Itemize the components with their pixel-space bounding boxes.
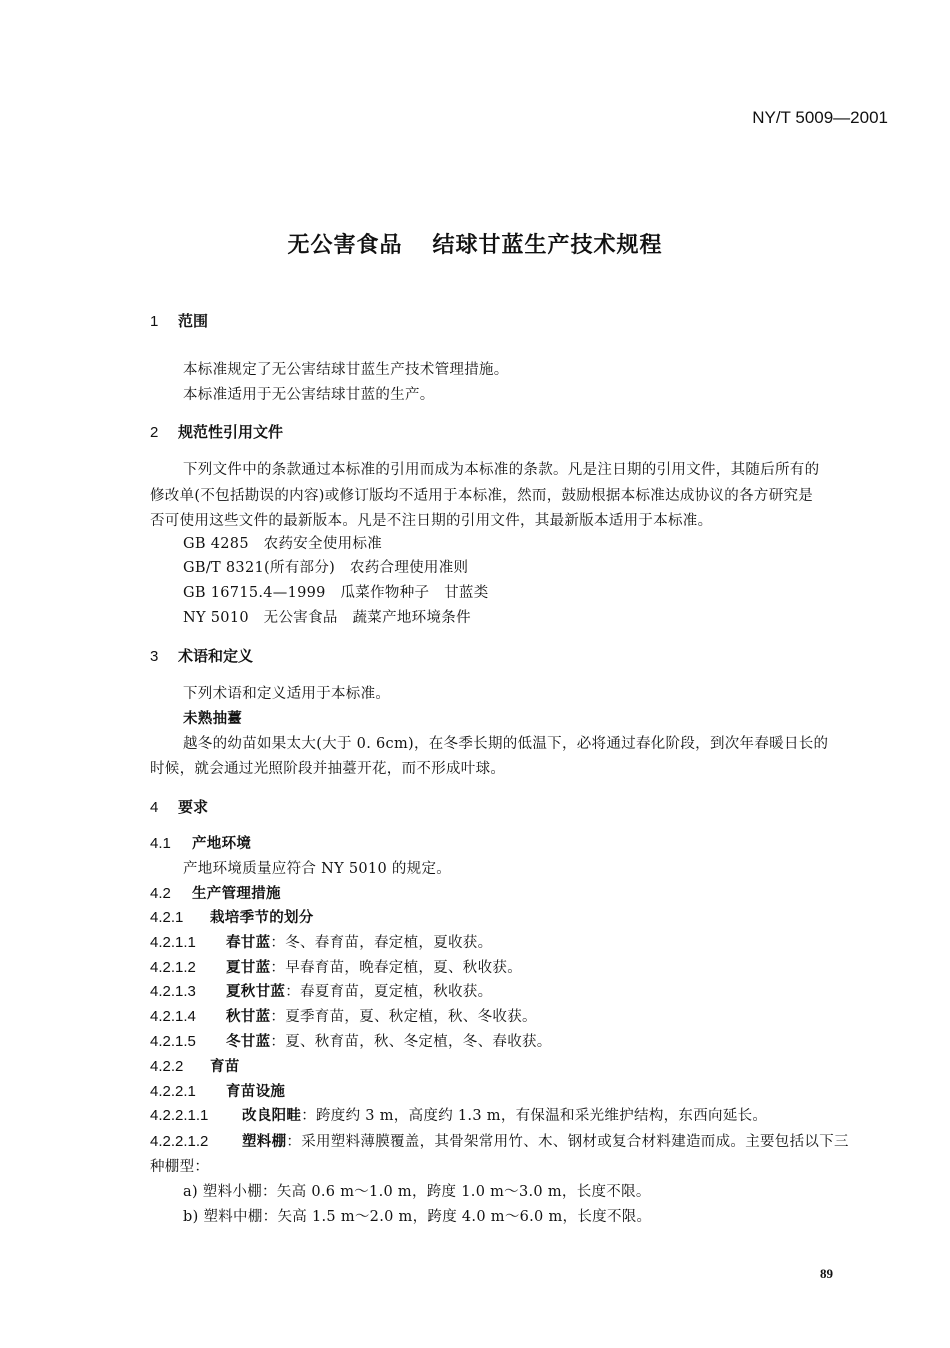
title-part-2: 结球甘蓝生产技术规程 bbox=[432, 233, 663, 258]
clause-text: ：跨度约 3 m，高度约 1.3 m，有保温和采光维护结构，东西向延长。 bbox=[301, 1108, 768, 1124]
subsection-number: 4.1 bbox=[150, 835, 171, 852]
subsection-4-2-2-1-heading bbox=[150, 1080, 285, 1101]
reference-item: GB/T 8321(所有部分) 农药合理使用准则 bbox=[183, 560, 469, 576]
paragraph: 本标准规定了无公害结球甘蓝生产技术管理措施。 bbox=[183, 362, 509, 378]
clause bbox=[150, 931, 492, 952]
title-part-1: 无公害食品 bbox=[287, 233, 403, 258]
paragraph: 产地环境质量应符合 NY 5010 的规定。 bbox=[183, 861, 452, 877]
clause-number: 4.2.1.4 bbox=[150, 1008, 196, 1025]
definition-line: 时候，就会通过光照阶段并抽薹开花，而不形成叶球。 bbox=[150, 761, 506, 777]
clause-text: ：早春育苗，晚春定植，夏、秋收获。 bbox=[270, 960, 523, 976]
subsection-number: 4.2.1 bbox=[150, 909, 184, 926]
clause-term: 冬甘蓝 bbox=[226, 1034, 271, 1050]
subsection-number: 4.2 bbox=[150, 885, 171, 902]
clause-text: ：春夏育苗，夏定植，秋收获。 bbox=[285, 984, 493, 1000]
subsection-title: 生产管理措施 bbox=[192, 886, 281, 902]
reference-item: NY 5010 无公害食品 蔬菜产地环境条件 bbox=[183, 610, 471, 626]
page-number: 89 bbox=[820, 1266, 833, 1281]
clause-term: 秋甘蓝 bbox=[226, 1009, 271, 1025]
section-3-heading bbox=[150, 645, 253, 666]
section-number: 2 bbox=[150, 424, 159, 441]
standard-number: NY/T 5009—2001 bbox=[752, 108, 888, 127]
reference-item: GB 4285 农药安全使用标准 bbox=[183, 536, 383, 552]
clause-term: 春甘蓝 bbox=[226, 935, 271, 951]
section-title: 术语和定义 bbox=[178, 647, 254, 665]
clause bbox=[150, 956, 522, 977]
section-4-heading bbox=[150, 796, 208, 817]
reference-item: GB 16715.4—1999 瓜菜作物种子 甘蓝类 bbox=[183, 585, 489, 601]
clause-text: ：夏、秋育苗，秋、冬定植，冬、春收获。 bbox=[270, 1034, 552, 1050]
clause bbox=[150, 1104, 767, 1125]
clause-term: 夏甘蓝 bbox=[226, 960, 271, 976]
subsection-number: 4.2.2 bbox=[150, 1058, 184, 1075]
clause-term: 夏秋甘蓝 bbox=[226, 984, 286, 1000]
subsection-title: 育苗 bbox=[210, 1059, 240, 1075]
subsection-4-2-2-heading bbox=[150, 1055, 240, 1076]
clause-text: ：冬、春育苗，春定植，夏收获。 bbox=[270, 935, 493, 951]
subsection-4-2-heading bbox=[150, 882, 281, 903]
section-title: 范围 bbox=[178, 312, 209, 330]
clause bbox=[150, 1030, 552, 1051]
clause-number: 4.2.1.2 bbox=[150, 959, 196, 976]
clause-text-continued: 种棚型： bbox=[150, 1159, 210, 1175]
list-item-a: a) 塑料小棚：矢高 0.6 m～1.0 m，跨度 1.0 m～3.0 m，长度不限。 bbox=[183, 1184, 651, 1200]
subsection-4-1-heading bbox=[150, 832, 251, 853]
clause-number: 4.2.1.3 bbox=[150, 983, 196, 1000]
section-number: 3 bbox=[150, 648, 159, 665]
term-name: 未熟抽薹 bbox=[183, 711, 243, 727]
clause-number: 4.2.2.1.2 bbox=[150, 1133, 209, 1150]
clause-term: 改良阳畦 bbox=[242, 1108, 302, 1124]
section-number: 1 bbox=[150, 313, 159, 330]
paragraph-line: 下列文件中的条款通过本标准的引用而成为本标准的条款。凡是注日期的引用文件，其随后所有的 bbox=[183, 462, 820, 478]
clause-text: ：采用塑料薄膜覆盖，其骨架常用竹、木、钢材或复合材料建造而成。主要包括以下三 bbox=[286, 1134, 849, 1150]
section-number: 4 bbox=[150, 799, 159, 816]
clause-term: 塑料棚 bbox=[242, 1134, 287, 1150]
clause bbox=[150, 1130, 849, 1151]
section-title: 要求 bbox=[178, 798, 209, 816]
clause-number: 4.2.1.5 bbox=[150, 1033, 196, 1050]
subsection-title: 育苗设施 bbox=[226, 1084, 286, 1100]
section-title: 规范性引用文件 bbox=[178, 423, 284, 441]
paragraph-line: 否可使用这些文件的最新版本。凡是不注日期的引用文件，其最新版本适用于本标准。 bbox=[150, 513, 713, 529]
clause-number: 4.2.2.1.1 bbox=[150, 1107, 209, 1124]
paragraph: 下列术语和定义适用于本标准。 bbox=[183, 686, 391, 702]
subsection-number: 4.2.2.1 bbox=[150, 1083, 196, 1100]
section-2-heading bbox=[150, 421, 283, 442]
paragraph-line: 修改单(不包括勘误的内容)或修订版均不适用于本标准，然而，鼓励根据本标准达成协议的各方研究是 bbox=[150, 488, 814, 504]
paragraph: 本标准适用于无公害结球甘蓝的生产。 bbox=[183, 387, 435, 403]
subsection-4-2-1-heading bbox=[150, 906, 314, 927]
section-1-heading bbox=[150, 310, 208, 331]
document-title bbox=[0, 228, 950, 259]
subsection-title: 栽培季节的划分 bbox=[210, 910, 314, 926]
clause bbox=[150, 1005, 537, 1026]
clause-text: ：夏季育苗，夏、秋定植，秋、冬收获。 bbox=[270, 1009, 537, 1025]
definition-line: 越冬的幼苗如果太大(大于 0. 6cm)，在冬季长期的低温下，必将通过春化阶段，到次年春暖日长的 bbox=[183, 736, 829, 752]
subsection-title: 产地环境 bbox=[192, 836, 252, 852]
clause-number: 4.2.1.1 bbox=[150, 934, 196, 951]
list-item-b: b) 塑料中棚：矢高 1.5 m～2.0 m，跨度 4.0 m～6.0 m，长度不限。 bbox=[183, 1209, 652, 1225]
clause bbox=[150, 980, 492, 1001]
